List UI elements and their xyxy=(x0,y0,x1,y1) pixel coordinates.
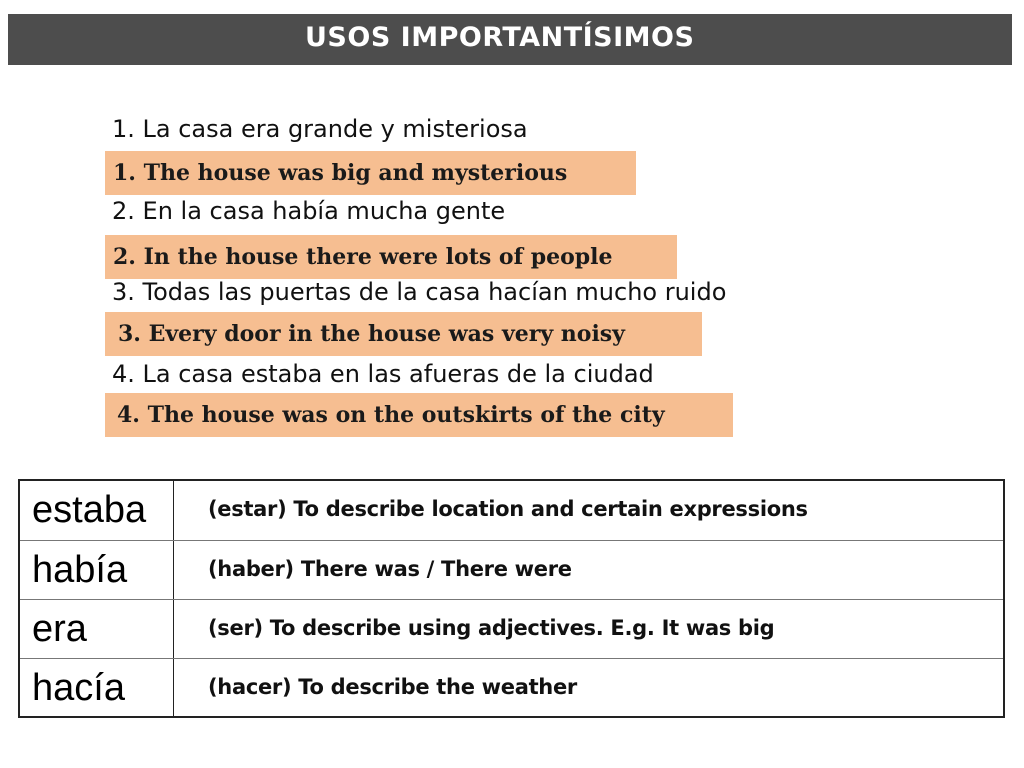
verb-description: (ser) To describe using adjectives. E.g. It was big xyxy=(208,616,775,640)
table-row xyxy=(20,658,1003,716)
spanish-example-3: 3. Todas las puertas de la casa hacían mucho ruido xyxy=(112,278,727,306)
verb-word: hacía xyxy=(32,667,125,709)
spanish-example-4: 4. La casa estaba en las afueras de la ciudad xyxy=(112,360,654,388)
verb-word: había xyxy=(32,549,128,591)
verb-description: (hacer) To describe the weather xyxy=(208,675,577,699)
verb-usage-table xyxy=(18,479,1005,718)
english-translation-2: 2. In the house there were lots of people xyxy=(105,235,677,279)
verb-word: estaba xyxy=(32,489,147,531)
english-translation-1: 1. The house was big and mysterious xyxy=(105,151,636,195)
table-row xyxy=(20,599,1003,657)
table-row xyxy=(20,540,1003,598)
spanish-example-2: 2. En la casa había mucha gente xyxy=(112,197,506,225)
page-title: USOS IMPORTANTÍSIMOS xyxy=(305,22,695,53)
english-translation-3: 3. Every door in the house was very noisy xyxy=(105,312,702,356)
verb-description: (haber) There was / There were xyxy=(208,557,572,581)
table-row xyxy=(20,481,1003,539)
english-translation-4: 4. The house was on the outskirts of the city xyxy=(105,393,733,437)
spanish-example-1: 1. La casa era grande y misteriosa xyxy=(112,115,528,143)
verb-description: (estar) To describe location and certain expressions xyxy=(208,497,808,521)
verb-word: era xyxy=(32,608,87,650)
